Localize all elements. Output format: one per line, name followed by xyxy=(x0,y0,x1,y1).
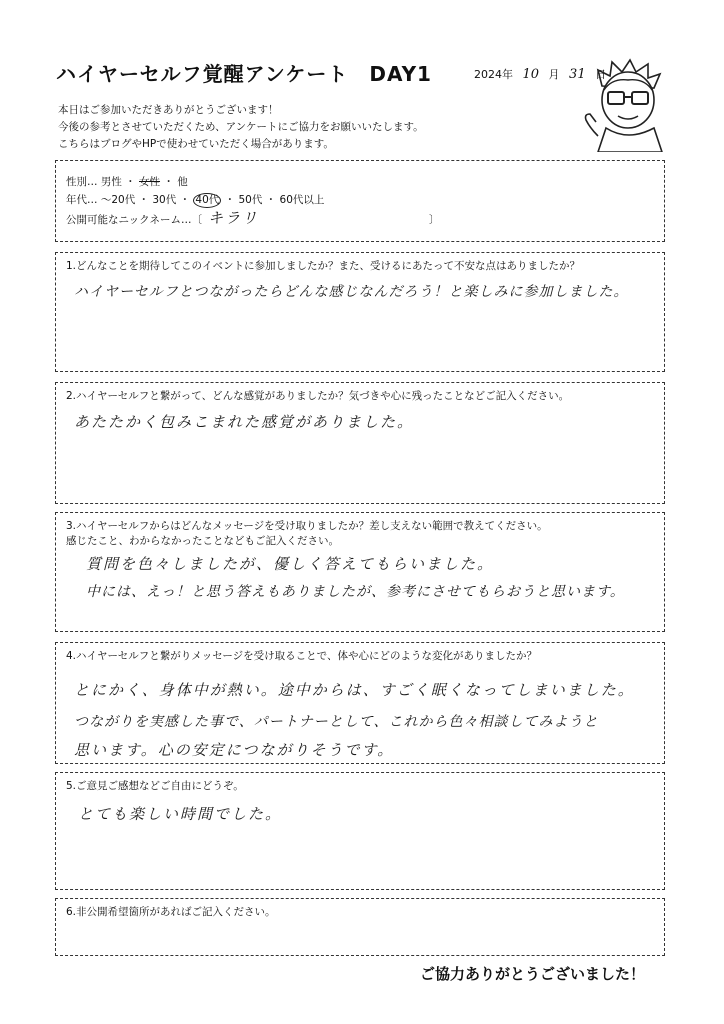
profile-section xyxy=(55,160,665,242)
question-3-section xyxy=(55,512,665,632)
question-1-answer: ハイヤーセルフとつながったらどんな感じなんだろう！と楽しみに参加しました。 xyxy=(74,284,629,300)
date-day-label: 日 xyxy=(595,68,607,81)
question-4-answer-line: つながりを実感した事で、パートナーとして、これから色々相談してみようと xyxy=(74,714,599,730)
intro-text xyxy=(58,102,424,153)
age-row: 年代… ～20代 ・ 30代 ・ 40代 ・ 50代 ・ 60代以上 xyxy=(66,194,325,206)
intro-line: 今後の参考とさせていただくため、アンケートにご協力をお願いいたします。 xyxy=(58,121,424,133)
age-selected-option: 40代 xyxy=(195,194,220,206)
intro-line: こちらはブログやHPで使わせていただく場合があります。 xyxy=(58,138,334,150)
question-3-text: 3.ハイヤーセルフからはどんなメッセージを受け取りましたか？差し支えない範囲で教えてください。 感じたこと、わからなかったことなどもご記入ください。 xyxy=(66,520,548,547)
question-6-section xyxy=(55,898,665,956)
question-4-text: 4.ハイヤーセルフと繋がりメッセージを受け取ることで、体や心にどのような変化がありましたか？ xyxy=(66,650,537,662)
question-4-answer-line: とにかく、身体中が熱い。途中からは、すごく眠くなってしまいました。 xyxy=(74,681,635,699)
question-1-section xyxy=(55,252,665,372)
question-3-answer-line: 質問を色々しましたが、優しく答えてもらいました。 xyxy=(86,555,495,573)
nickname-row: 公開可能なニックネーム…〔 キラリ 〕 xyxy=(66,209,440,227)
date-year: 2024年 xyxy=(474,68,513,81)
question-5-answer: とても楽しい時間でした。 xyxy=(78,805,283,823)
date-month-handwritten: 10 xyxy=(522,67,540,82)
question-3-answer-line: 中には、えっ！と思う答えもありましたが、参考にさせてもらおうと思います。 xyxy=(86,584,625,600)
question-1-text: 1.どんなことを期待してこのイベントに参加しましたか？また、受けるにあたって不安な点はありましたか？ xyxy=(66,260,581,272)
nickname-value: キラリ xyxy=(207,209,259,227)
gender-other-option: 他 xyxy=(177,176,188,188)
question-2-text: 2.ハイヤーセルフと繋がって、どんな感覚がありましたか？気づきや心に残ったことなどご記入ください。 xyxy=(66,390,570,402)
thanks-message: ご協力ありがとうございました！ xyxy=(420,965,646,983)
question-6-text: 6.非公開希望箇所があればご記入ください。 xyxy=(66,906,276,918)
avatar-illustration xyxy=(582,56,674,152)
date-day-handwritten: 31 xyxy=(569,67,586,82)
page-title: ハイヤーセルフ覚醒アンケート DAY1 xyxy=(56,62,432,86)
question-5-section xyxy=(55,772,665,890)
gender-row: 性別… 男性 ・ 女性 ・ 他 xyxy=(66,176,188,188)
question-2-answer: あたたかく包みこまれた感覚がありました。 xyxy=(74,413,415,431)
question-2-section xyxy=(55,382,665,504)
question-4-section xyxy=(55,642,665,764)
question-5-text: 5.ご意見ご感想などご自由にどうぞ。 xyxy=(66,780,244,792)
date-month-label: 月 xyxy=(548,68,560,81)
question-4-answer-line: 思います。心の安定につながりそうです。 xyxy=(74,741,395,759)
gender-female-option: 女性 xyxy=(139,176,161,188)
intro-line: 本日はご参加いただきありがとうございます！ xyxy=(58,104,279,116)
